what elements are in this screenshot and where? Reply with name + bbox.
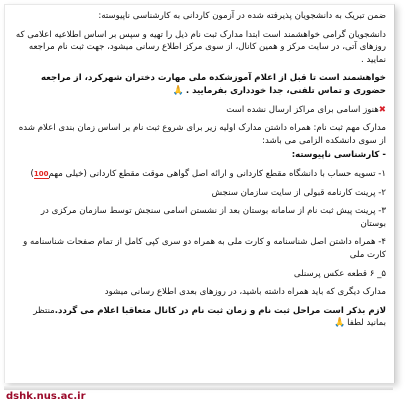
list-item-1-text: ۱- تسویه حساب با دانشگاه مقطع کاردانی و ارائه اصل گواهی موقت مقطع کاردانی (خیلی مهم [48, 168, 386, 179]
notice-card [4, 4, 395, 383]
notice-paragraph-1: دانشجویان گرامی خواهشمند است ابتدا مدارک ثبت نام ذیل را تهیه و سپس بر اساس اطلاعیه اعلامی که روزهای آتی، در سایت مرکز و همین کانال، از سوی مرکز اطلاع رسانی میشود، جهت ثبت نام مراجعه نمایید . [15, 29, 386, 65]
list-item-1-close: ) [30, 168, 34, 179]
notice-paragraph-4: مدارک مهم ثبت نام: همراه داشتن مدارک اولیه زیر برای شروع ثبت نام بر اساس زمان بندی اعلام شده از سوی دانشکده الزامی می باشد: [18, 123, 386, 146]
pray-hands-icon: 🙏 [172, 85, 184, 96]
footer-url-link[interactable]: dshk.nus.ac.ir [6, 391, 86, 402]
notice-paragraph-5: مدارک دیگری که باید همراه داشته باشید، در روزهای بعدی اطلاع رسانی میشود [104, 287, 386, 298]
notice-paragraph-6-tail: منتظر بمانید لطفا [33, 305, 386, 329]
hundred-points-icon: 100 [33, 169, 49, 178]
notice-content [5, 5, 394, 330]
notice-intro: ضمن تبریک به دانشجویان پذیرفته شده در آزمون کاردانی به کارشناسی ناپیوسته: [98, 11, 386, 21]
notice-paragraph-2-text: خواهشمند است تا قبل از اعلام آموزشکده ملی مهارت دختران شهرکرد، از مراجعه حضوری و تماس تلفنی، جدا خودداری بفرمایید . [40, 73, 386, 96]
notice-paragraph-6 [13, 305, 386, 330]
footer-bar [4, 376, 393, 390]
list-item-2: ۲- پرینت کارنامه قبولی از سایت سازمان سنجش [211, 187, 386, 198]
notice-paragraph-6-bold: لازم بذکر است مراحل ثبت نام و زمان ثبت نام در کانال متعاقبا اعلام می گردد. [54, 305, 386, 316]
red-x-icon: ✖ [378, 104, 386, 115]
notice-paragraph-3-text: هنوز اسامی برای مراکز ارسال نشده است [226, 104, 379, 115]
list-item-4: ۴- همراه داشتن اصل شناسنامه و کارت ملی به همراه دو سری کپی کامل از تمام صفحات شناسنامه و کارت ملی [23, 237, 386, 260]
footer-shadow [4, 386, 393, 390]
list-item-1 [13, 168, 386, 181]
notice-paragraph-3 [13, 104, 386, 117]
notice-subheading: - کارشناسی ناپیوسته: [291, 150, 386, 161]
notice-paragraph-2 [13, 72, 386, 97]
list-item-5: ۵_ ۶ قطعه عکس پرسنلی [293, 268, 386, 279]
list-item-3: ۳- پرینت پیش ثبت نام از سامانه بوستان بعد از نشستن اسامی سنجش توسط سازمان مرکزی در بوستان [40, 206, 386, 229]
pray-hands-icon-2: 🙏 [333, 318, 346, 329]
